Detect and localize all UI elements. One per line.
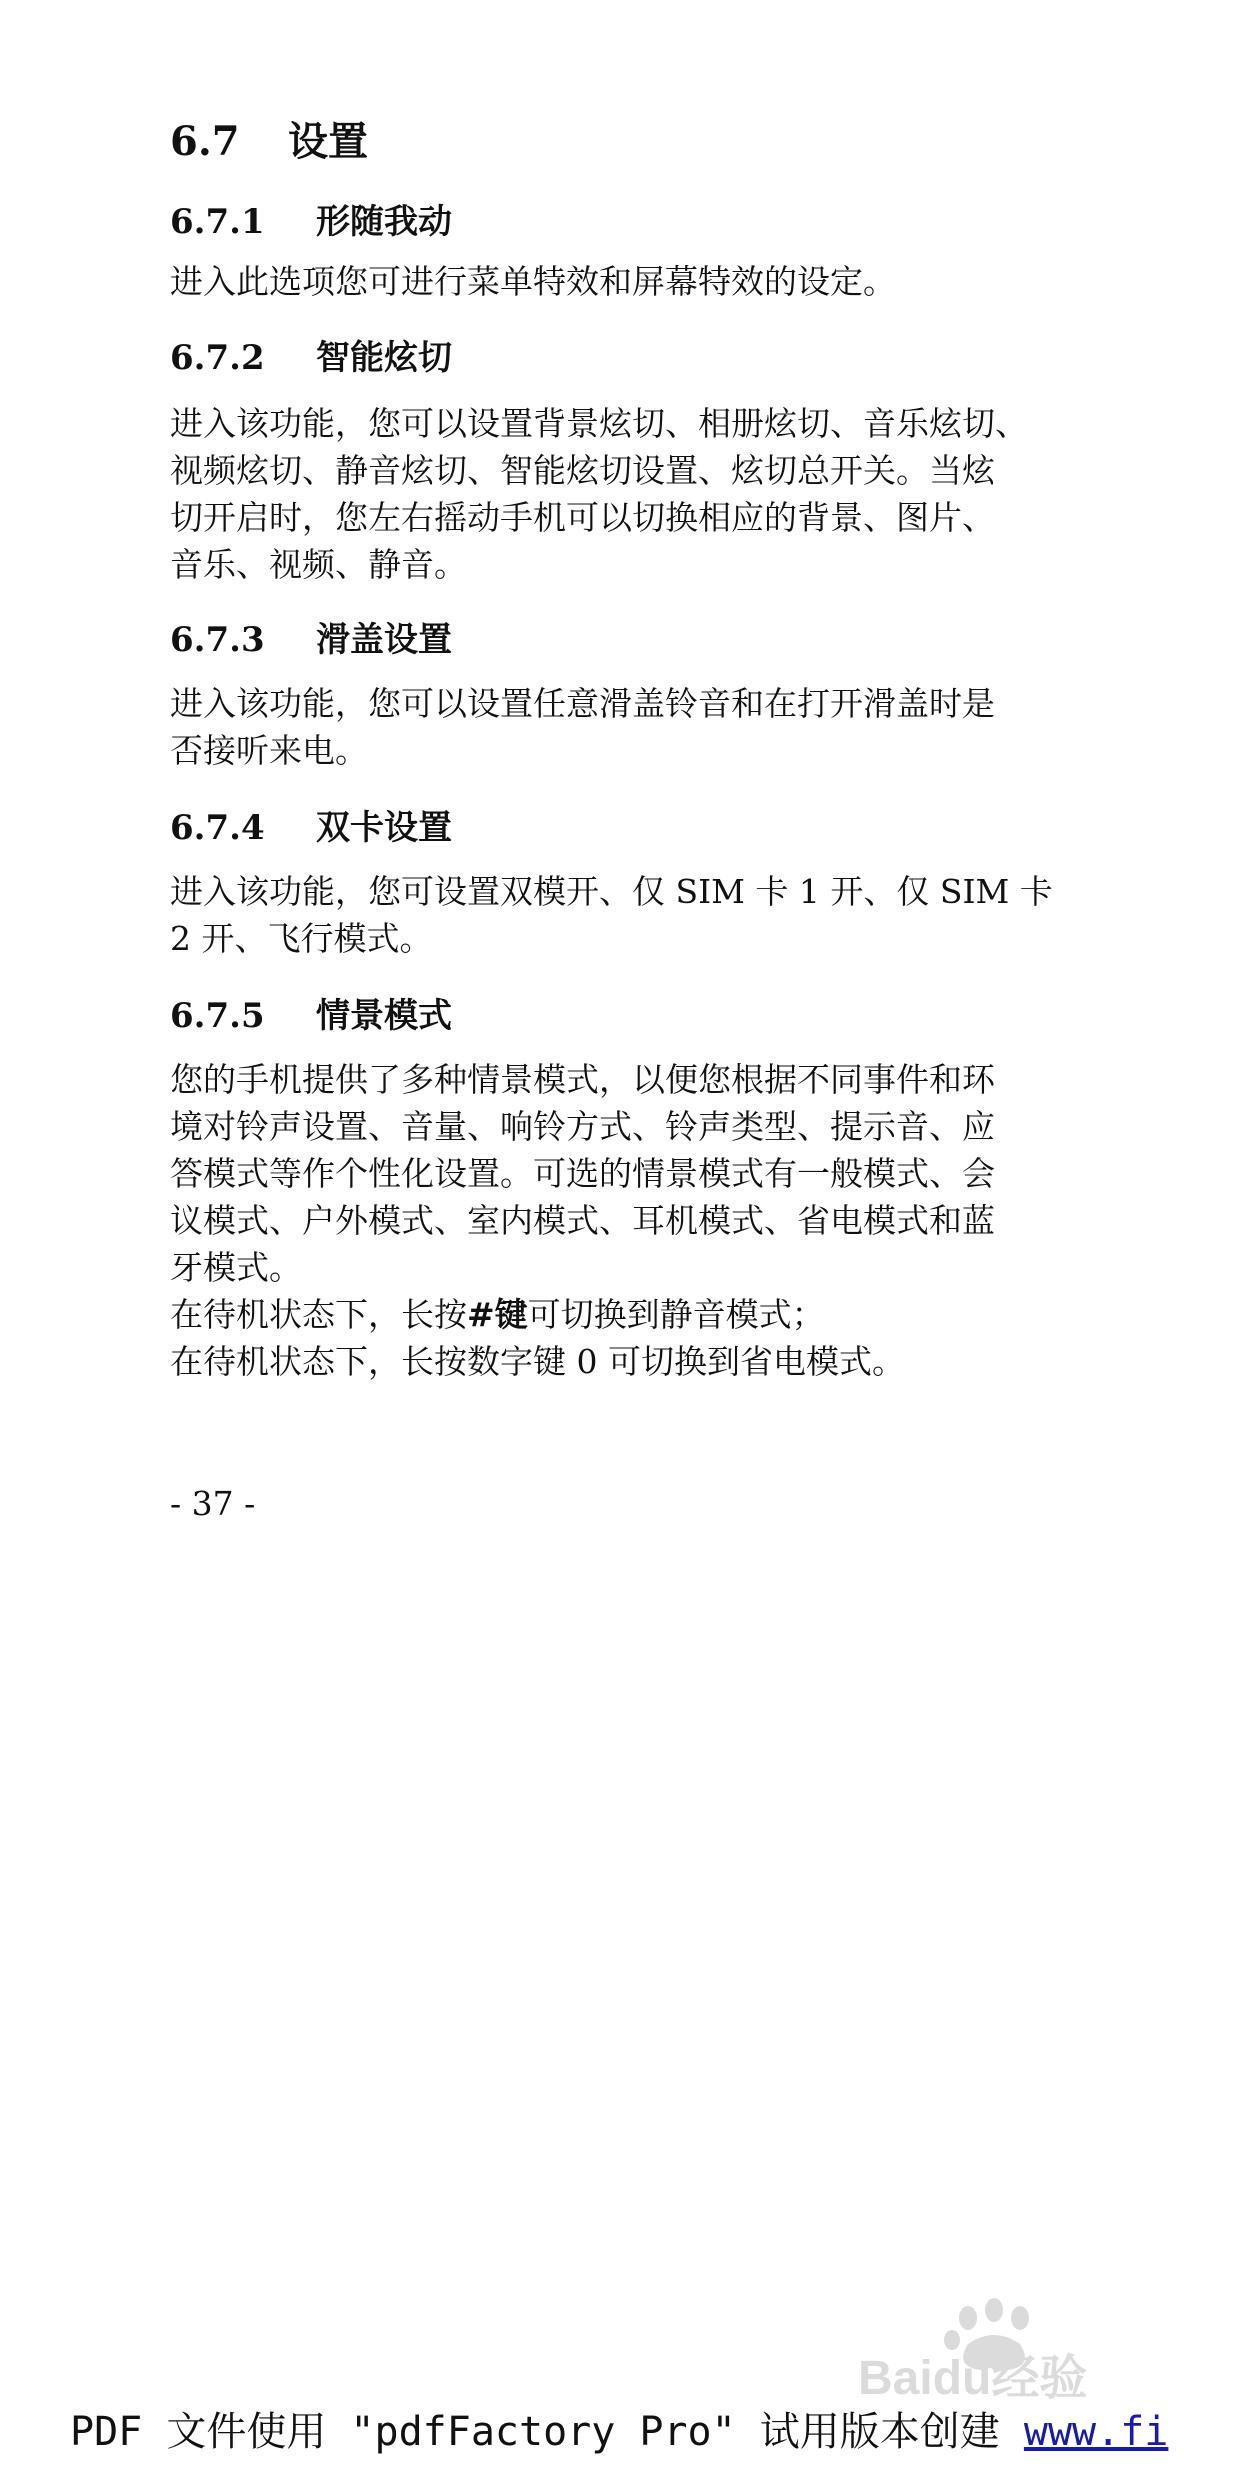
section-number: 6.7	[170, 118, 240, 165]
subsection-heading-6-7-1	[170, 194, 452, 243]
paragraph-line: 进入此选项您可进行菜单特效和屏幕特效的设定。	[170, 262, 896, 301]
paragraph-line: 境对铃声设置、音量、响铃方式、铃声类型、提示音、应	[170, 1107, 995, 1146]
paragraph-6-7-5	[170, 1056, 1080, 1385]
subsection-title: 智能炫切	[316, 338, 452, 378]
standby-note-silent	[170, 1291, 1080, 1338]
paw-logo-icon	[848, 2296, 1178, 2406]
note-text: 在待机状态下，长按	[170, 1295, 467, 1334]
paragraph-line: 2 开、飞行模式。	[170, 919, 433, 958]
paragraph-6-7-1	[170, 258, 1080, 305]
subsection-heading-6-7-4	[170, 800, 452, 849]
paragraph-line: 进入该功能，您可设置双模开、仅 SIM 卡 1 开、仅 SIM 卡	[170, 872, 1053, 911]
subsection-title: 双卡设置	[316, 808, 452, 848]
pdf-footer	[70, 2400, 1168, 2457]
baidu-jingyan-watermark	[848, 2296, 1178, 2406]
subsection-number: 6.7.3	[170, 620, 265, 660]
paragraph-line: 您的手机提供了多种情景模式，以便您根据不同事件和环	[170, 1060, 995, 1099]
subsection-title: 滑盖设置	[316, 620, 452, 660]
page-number: - 37 -	[170, 1484, 256, 1523]
subsection-number: 6.7.1	[170, 202, 265, 242]
subsection-number: 6.7.5	[170, 996, 265, 1036]
watermark-text: Baidu经验	[858, 2352, 1088, 2405]
paragraph-6-7-2	[170, 400, 1080, 588]
paragraph-6-7-3	[170, 680, 1080, 774]
standby-note-power-save: 在待机状态下，长按数字键 0 可切换到省电模式。	[170, 1342, 905, 1381]
paragraph-line: 答模式等作个性化设置。可选的情景模式有一般模式、会	[170, 1154, 995, 1193]
paragraph-line: 进入该功能，您可以设置任意滑盖铃音和在打开滑盖时是	[170, 684, 995, 723]
subsection-title: 情景模式	[316, 996, 452, 1036]
hash-key-label: #键	[467, 1295, 528, 1334]
paragraph-line: 议模式、户外模式、室内模式、耳机模式、省电模式和蓝	[170, 1201, 995, 1240]
note-text: 可切换到静音模式；	[527, 1295, 825, 1334]
subsection-heading-6-7-2	[170, 330, 452, 379]
subsection-heading-6-7-5	[170, 988, 452, 1037]
section-title: 设置	[288, 118, 368, 165]
paragraph-line: 音乐、视频、静音。	[170, 545, 467, 584]
subsection-heading-6-7-3	[170, 612, 452, 661]
paragraph-line: 进入该功能，您可以设置背景炫切、相册炫切、音乐炫切、	[170, 404, 1028, 443]
paragraph-line: 否接听来电。	[170, 731, 368, 770]
paragraph-line: 牙模式。	[170, 1248, 302, 1287]
section-heading	[170, 110, 368, 167]
paragraph-line: 视频炫切、静音炫切、智能炫切设置、炫切总开关。当炫	[170, 451, 995, 490]
subsection-title: 形随我动	[316, 202, 452, 242]
footer-text: PDF 文件使用 "pdfFactory Pro" 试用版本创建	[70, 2409, 1024, 2455]
paragraph-6-7-4	[170, 868, 1080, 962]
paragraph-line: 切开启时，您左右摇动手机可以切换相应的背景、图片、	[170, 498, 995, 537]
subsection-number: 6.7.4	[170, 808, 265, 848]
footer-link[interactable]: www.fi	[1023, 2409, 1169, 2455]
subsection-number: 6.7.2	[170, 338, 265, 378]
